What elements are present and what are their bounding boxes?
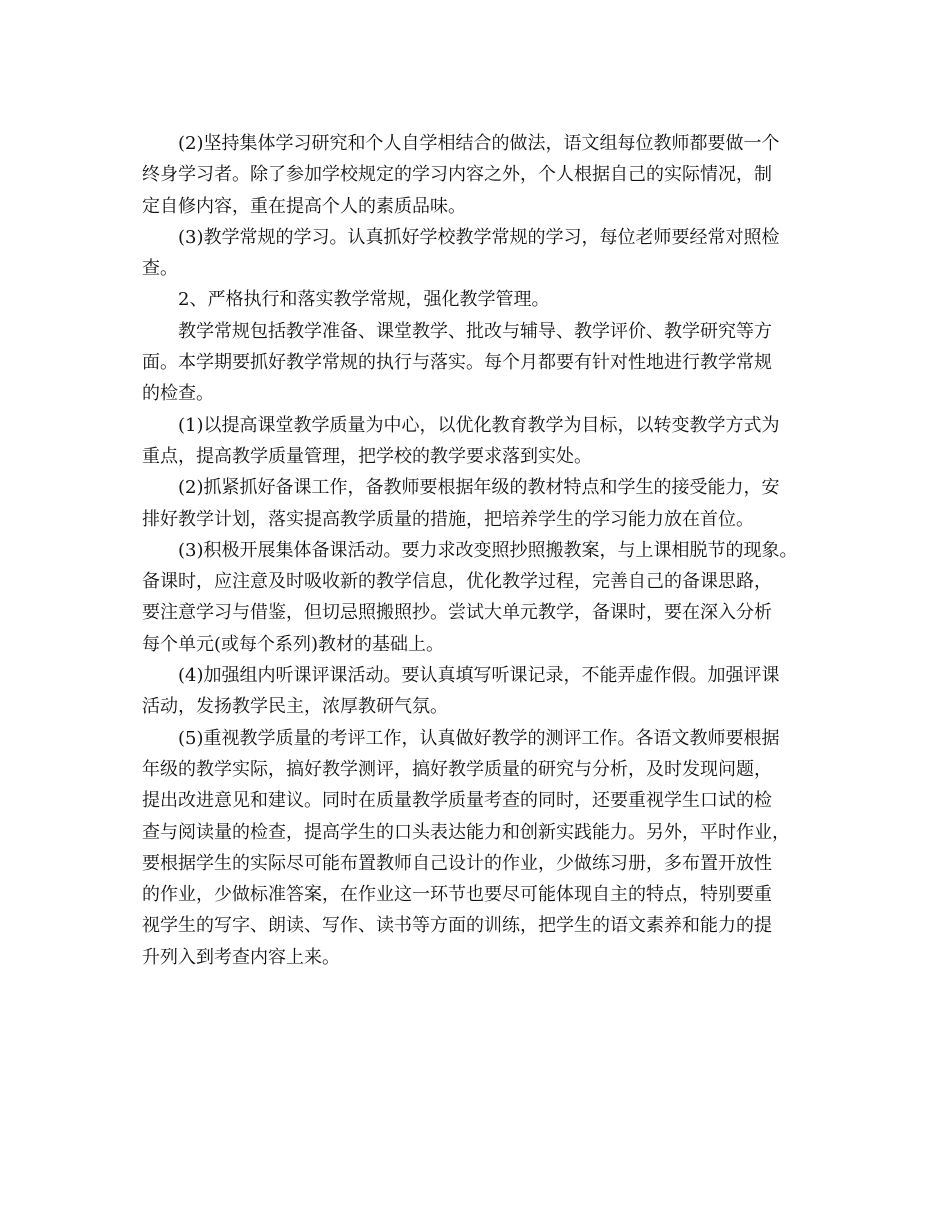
text-line: 提出改进意见和建议。同时在质量教学质量考查的同时，还要重视学生口试的检 [142, 790, 772, 812]
text-line: 视学生的写字、朗读、写作、读书等方面的训练，把学生的语文素养和能力的提 [142, 915, 772, 937]
text-line: 面。本学期要抓好教学常规的执行与落实。每个月都要有针对性地进行教学常规 [142, 352, 772, 374]
text-line: (3)教学常规的学习。认真抓好学校教学常规的学习，每位老师要经常对照检 [178, 226, 780, 248]
text-line: 终身学习者。除了参加学校规定的学习内容之外，个人根据自己的实际情况，制 [142, 164, 772, 186]
text-line: 的作业，少做标准答案，在作业这一环节也要尽可能体现自主的特点，特别要重 [142, 884, 772, 906]
text-line: 教学常规包括教学准备、课堂教学、批改与辅导、教学评价、教学研究等方 [178, 320, 772, 342]
text-line: (5)重视教学质量的考评工作，认真做好教学的测评工作。各语文教师要根据 [178, 727, 780, 749]
text-line: (1)以提高课堂教学质量为中心，以优化教育教学为目标，以转变教学方式为 [178, 414, 780, 436]
document-body [142, 128, 810, 973]
text-line: 查。 [142, 258, 178, 280]
text-line: 每个单元(或每个系列)教材的基础上。 [142, 633, 445, 655]
text-line: 查与阅读量的检查，提高学生的口头表达能力和创新实践能力。另外，平时作业， [142, 821, 790, 843]
text-line: 活动，发扬教学民主，浓厚教研气氛。 [142, 696, 448, 718]
text-line: 年级的教学实际，搞好教学测评，搞好教学质量的研究与分析，及时发现问题， [142, 758, 772, 780]
text-line: 备课时，应注意及时吸收新的教学信息，优化教学过程，完善自己的备课思路， [142, 571, 772, 593]
text-line: (2)坚持集体学习研究和个人自学相结合的做法，语文组每位教师都要做一个 [178, 133, 780, 154]
text-line: 2、严格执行和落实教学常规，强化教学管理。 [178, 289, 550, 311]
text-line: (2)抓紧抓好备课工作，备教师要根据年级的教材特点和学生的接受能力，安 [178, 477, 780, 499]
text-line: (3)积极开展集体备课活动。要力求改变照抄照搬教案，与上课相脱节的现象。 [178, 539, 798, 561]
text-line: 重点，提高教学质量管理，把学校的教学要求落到实处。 [142, 445, 592, 467]
text-line: 的检查。 [142, 383, 214, 405]
text-line: 定自修内容，重在提高个人的素质品味。 [142, 195, 466, 217]
text-line: 排好教学计划，落实提高教学质量的措施，把培养学生的学习能力放在首位。 [142, 508, 754, 530]
text-line: 升列入到考查内容上来。 [142, 946, 340, 968]
text-line: 要根据学生的实际尽可能布置教师自己设计的作业，少做练习册，多布置开放性 [142, 852, 772, 874]
text-line: (4)加强组内听课评课活动。要认真填写听课记录，不能弄虚作假。加强评课 [178, 665, 780, 687]
text-line: 要注意学习与借鉴，但切忌照搬照抄。尝试大单元教学，备课时，要在深入分析 [142, 602, 772, 624]
